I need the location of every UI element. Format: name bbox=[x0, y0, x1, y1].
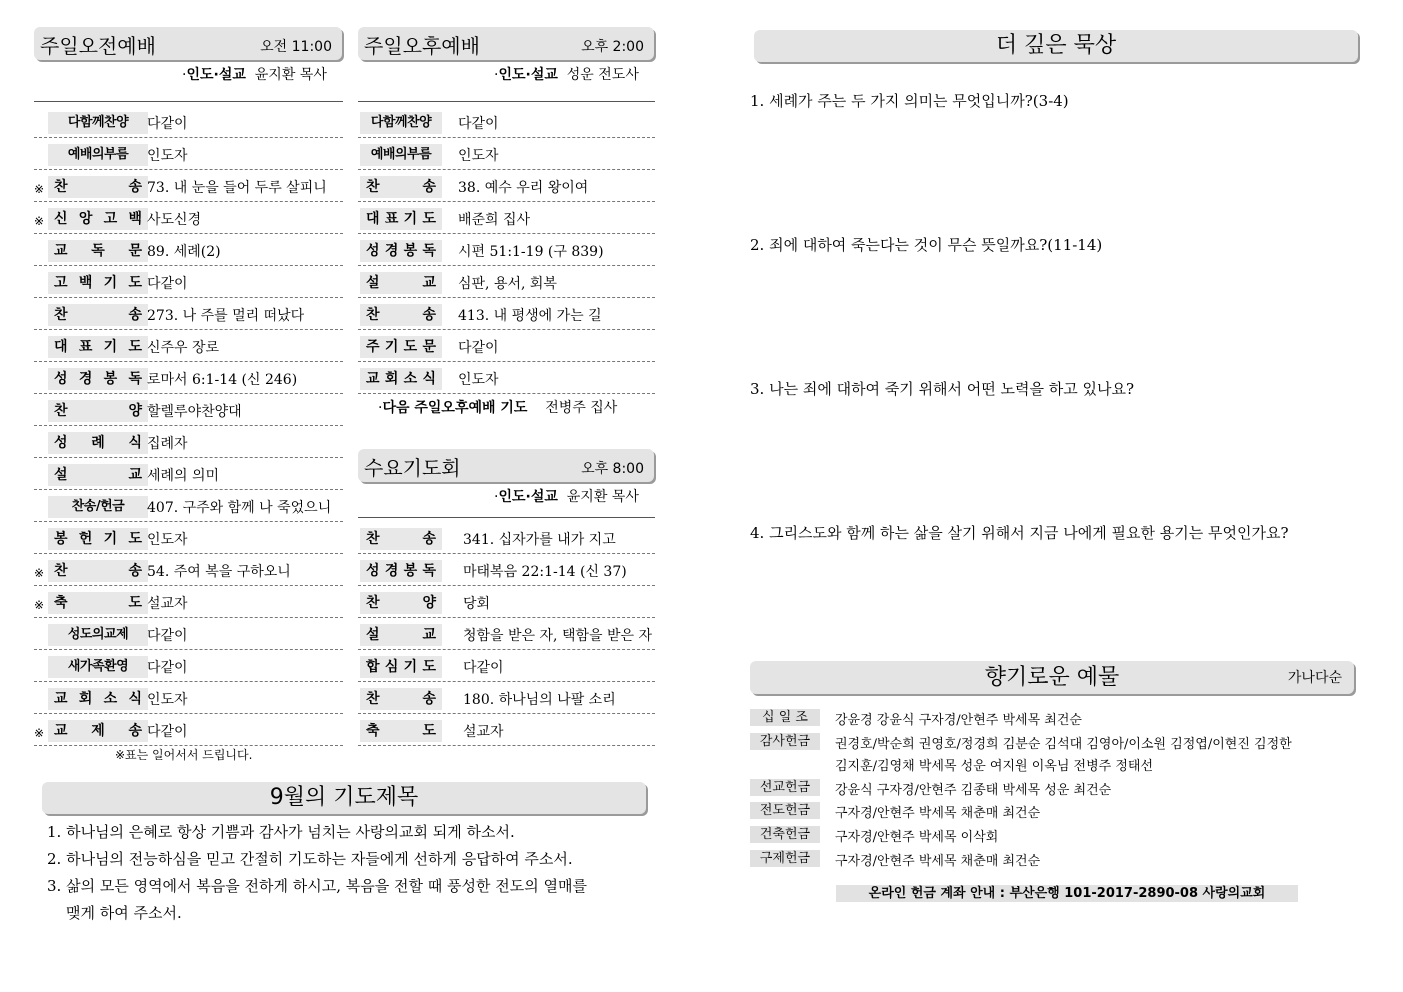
order-row bbox=[358, 233, 655, 266]
order-value: 배준희 집사 bbox=[458, 212, 531, 228]
wednesday-leader: ·인도·설교 윤지환 목사 bbox=[494, 489, 639, 505]
order-row bbox=[34, 457, 343, 490]
order-value: 407. 구주와 함께 나 죽었으니 bbox=[147, 500, 332, 516]
leader-label: 인도·설교 bbox=[186, 67, 246, 83]
offering-category: 구제헌금 bbox=[750, 850, 820, 867]
offering-names: 강윤식 구자경/안현주 김종태 박세목 성운 최건순 bbox=[835, 783, 1112, 798]
order-row bbox=[34, 297, 343, 330]
standing-mark: ※ bbox=[34, 214, 45, 228]
order-label: 예배의부름 bbox=[360, 144, 442, 166]
order-label: 교 회 소 식 bbox=[48, 688, 148, 710]
wednesday-divider bbox=[358, 517, 655, 518]
order-row bbox=[34, 681, 343, 714]
prayer-item: 3. 삶의 모든 영역에서 복음을 전하게 하시고, 복음을 전할 때 풍성한 전도의 열매를 bbox=[47, 877, 587, 895]
order-label: 교 회 소 식 bbox=[360, 368, 442, 390]
order-label: 축 도 bbox=[48, 592, 148, 614]
order-row bbox=[34, 521, 343, 554]
order-label: 대 표 기 도 bbox=[360, 208, 442, 230]
order-row bbox=[34, 169, 343, 202]
offering-category: 건축헌금 bbox=[750, 826, 820, 843]
order-value: 38. 예수 우리 왕이여 bbox=[458, 180, 589, 196]
next-prayer-note: ·다음 주일오후예배 기도 전병주 집사 bbox=[378, 400, 618, 416]
order-label: 합 심 기 도 bbox=[360, 656, 442, 678]
order-row bbox=[34, 489, 343, 522]
order-label: 찬 송 bbox=[360, 176, 442, 198]
wednesday-service-time: 오후 8:00 bbox=[581, 461, 644, 477]
order-row bbox=[34, 649, 343, 682]
order-label: 봉 헌 기 도 bbox=[48, 528, 148, 550]
order-row bbox=[358, 521, 655, 554]
leader-label: 인도·설교 bbox=[498, 489, 558, 505]
order-value: 54. 주여 복을 구하오니 bbox=[147, 564, 291, 580]
prayer-item-continued: 맺게 하여 주소서. bbox=[66, 904, 182, 922]
order-row bbox=[358, 297, 655, 330]
order-row bbox=[358, 681, 655, 714]
order-value: 집례자 bbox=[147, 436, 188, 452]
offering-names: 구자경/안현주 박세목 채춘매 최건순 bbox=[835, 806, 1041, 821]
offering-header bbox=[750, 661, 1354, 694]
order-value: 다같이 bbox=[147, 660, 188, 676]
order-label: 성 경 봉 독 bbox=[360, 240, 442, 262]
offering-names: 구자경/안현주 박세목 채춘매 최건순 bbox=[835, 854, 1041, 869]
meditation-header bbox=[754, 30, 1358, 62]
meditation-question: 1. 세례가 주는 두 가지 의미는 무엇입니까?(3-4) bbox=[750, 92, 1069, 110]
leader-name: 성운 전도사 bbox=[566, 67, 639, 83]
order-value: 당회 bbox=[463, 596, 491, 612]
prayer-topics-title: 9월의 기도제목 bbox=[269, 785, 419, 810]
order-row bbox=[358, 265, 655, 298]
morning-service-header bbox=[34, 27, 342, 60]
order-row bbox=[34, 553, 343, 586]
order-value: 인도자 bbox=[147, 532, 188, 548]
offering-order-note: 가나다순 bbox=[1287, 670, 1342, 686]
meditation-question: 4. 그리스도와 함께 하는 삶을 살기 위해서 지금 나에게 필요한 용기는 무엇인가요? bbox=[750, 524, 1289, 542]
order-value: 89. 세례(2) bbox=[147, 244, 221, 260]
order-value: 다같이 bbox=[463, 660, 504, 676]
order-label: 찬 송 bbox=[360, 528, 442, 550]
order-label: 성도의교제 bbox=[48, 624, 148, 646]
afternoon-leader: ·인도·설교 성운 전도사 bbox=[494, 67, 639, 83]
order-value: 다같이 bbox=[458, 116, 499, 132]
standing-note: ※표는 일어서서 드립니다. bbox=[115, 748, 253, 762]
leader-name: 윤지환 목사 bbox=[254, 67, 327, 83]
order-label: 찬 송 bbox=[48, 304, 148, 326]
offering-names: 권경호/박순희 권영호/정경희 김분순 김석대 김영아/이소원 김정엽/이현진 김정한 bbox=[835, 737, 1292, 752]
order-value: 로마서 6:1-14 (신 246) bbox=[147, 372, 298, 388]
order-value: 신주우 장로 bbox=[147, 340, 220, 356]
standing-mark: ※ bbox=[34, 598, 45, 612]
order-row bbox=[358, 201, 655, 234]
order-value: 시편 51:1-19 (구 839) bbox=[458, 244, 604, 260]
wednesday-service-header bbox=[358, 449, 654, 482]
order-label: 찬 송 bbox=[360, 688, 442, 710]
offering-category: 감사헌금 bbox=[750, 733, 820, 750]
offering-category: 전도헌금 bbox=[750, 802, 820, 819]
meditation-question: 3. 나는 죄에 대하여 죽기 위해서 어떤 노력을 하고 있나요? bbox=[750, 380, 1135, 398]
order-label: 새가족환영 bbox=[48, 656, 148, 678]
afternoon-service-header bbox=[358, 27, 654, 60]
standing-mark: ※ bbox=[34, 182, 45, 196]
order-value: 청함을 받은 자, 택함을 받은 자 bbox=[463, 628, 652, 644]
order-label: 다함께찬양 bbox=[360, 112, 442, 134]
order-row bbox=[34, 201, 343, 234]
order-row bbox=[34, 617, 343, 650]
morning-leader: ·인도·설교 윤지환 목사 bbox=[182, 67, 327, 83]
order-value: 심판, 용서, 회복 bbox=[458, 276, 557, 292]
order-row bbox=[34, 265, 343, 298]
order-value: 다같이 bbox=[147, 276, 188, 292]
online-offering-account: 온라인 헌금 계좌 안내 : 부산은행 101-2017-2890-08 사랑의교회 bbox=[836, 885, 1298, 902]
order-label: 주 기 도 문 bbox=[360, 336, 442, 358]
prayer-item: 1. 하나님의 은혜로 항상 기쁨과 감사가 넘치는 사랑의교회 되게 하소서. bbox=[47, 823, 515, 841]
order-label: 찬 양 bbox=[360, 592, 442, 614]
order-row bbox=[34, 233, 343, 266]
order-label: 찬 양 bbox=[48, 400, 148, 422]
order-row bbox=[34, 585, 343, 618]
offering-title: 향기로운 예물 bbox=[984, 665, 1120, 690]
order-label: 찬 송 bbox=[48, 176, 148, 198]
order-value: 설교자 bbox=[463, 724, 504, 740]
order-value: 설교자 bbox=[147, 596, 188, 612]
offering-names: 구자경/안현주 박세목 이삭회 bbox=[835, 830, 999, 845]
order-label: 찬송/헌금 bbox=[48, 496, 148, 518]
afternoon-service-title: 주일오후예배 bbox=[364, 34, 480, 58]
order-row bbox=[34, 425, 343, 458]
order-row bbox=[358, 585, 655, 618]
offering-category: 십 일 조 bbox=[750, 709, 820, 726]
order-value: 인도자 bbox=[147, 692, 188, 708]
order-value: 273. 나 주를 멀리 떠났다 bbox=[147, 308, 305, 324]
next-prayer-name: 전병주 집사 bbox=[545, 400, 618, 416]
order-label: 성 례 식 bbox=[48, 432, 148, 454]
order-value: 사도신경 bbox=[147, 212, 202, 228]
prayer-item: 2. 하나님의 전능하심을 믿고 간절히 기도하는 자들에게 선하게 응답하여 주소서. bbox=[47, 850, 573, 868]
offering-names: 강윤경 강윤식 구자경/안현주 박세목 최건순 bbox=[835, 713, 1082, 728]
afternoon-service-time: 오후 2:00 bbox=[581, 39, 644, 55]
order-row bbox=[358, 105, 655, 138]
order-row bbox=[358, 169, 655, 202]
order-label: 신 앙 고 백 bbox=[48, 208, 148, 230]
offering-category: 선교헌금 bbox=[750, 779, 820, 796]
order-row bbox=[34, 393, 343, 426]
standing-mark: ※ bbox=[34, 566, 45, 580]
order-label: 고 백 기 도 bbox=[48, 272, 148, 294]
order-row bbox=[34, 361, 343, 394]
order-value: 인도자 bbox=[458, 148, 499, 164]
order-row bbox=[34, 105, 343, 138]
order-label: 축 도 bbox=[360, 720, 442, 742]
order-row bbox=[358, 137, 655, 170]
order-value: 다같이 bbox=[147, 628, 188, 644]
order-row bbox=[358, 649, 655, 682]
morning-service-title: 주일오전예배 bbox=[40, 34, 156, 58]
order-label: 예배의부름 bbox=[48, 144, 148, 166]
order-row bbox=[358, 713, 655, 746]
order-value: 다같이 bbox=[147, 116, 188, 132]
order-value: 할렐루야찬양대 bbox=[147, 404, 242, 420]
offering-names: 김지훈/김영채 박세목 성운 여지원 이옥님 전병주 정태선 bbox=[835, 759, 1154, 774]
standing-mark: ※ bbox=[34, 726, 45, 740]
order-label: 대 표 기 도 bbox=[48, 336, 148, 358]
order-label: 찬 송 bbox=[360, 304, 442, 326]
wednesday-service-title: 수요기도회 bbox=[364, 456, 461, 480]
order-value: 341. 십자가를 내가 지고 bbox=[463, 532, 616, 548]
order-value: 다같이 bbox=[147, 724, 188, 740]
order-value: 세례의 의미 bbox=[147, 468, 220, 484]
order-value: 마태복음 22:1-14 (신 37) bbox=[463, 564, 627, 580]
order-row bbox=[34, 329, 343, 362]
order-label: 교 제 송 bbox=[48, 720, 148, 742]
morning-divider bbox=[34, 101, 343, 102]
next-prayer-label: 다음 주일오후예배 기도 bbox=[382, 400, 528, 416]
order-label: 찬 송 bbox=[48, 560, 148, 582]
order-value: 다같이 bbox=[458, 340, 499, 356]
order-value: 인도자 bbox=[147, 148, 188, 164]
order-row bbox=[358, 617, 655, 650]
afternoon-divider bbox=[358, 101, 655, 102]
order-value: 인도자 bbox=[458, 372, 499, 388]
meditation-title: 더 깊은 묵상 bbox=[995, 33, 1117, 58]
leader-name: 윤지환 목사 bbox=[566, 489, 639, 505]
order-label: 교 독 문 bbox=[48, 240, 148, 262]
order-value: 180. 하나님의 나팔 소리 bbox=[463, 692, 616, 708]
order-row bbox=[358, 553, 655, 586]
order-label: 설 교 bbox=[360, 272, 442, 294]
order-row bbox=[358, 361, 655, 394]
leader-label: 인도·설교 bbox=[498, 67, 558, 83]
morning-service-time: 오전 11:00 bbox=[260, 39, 332, 55]
order-label: 다함께찬양 bbox=[48, 112, 148, 134]
order-label: 설 교 bbox=[48, 464, 148, 486]
order-value: 413. 내 평생에 가는 길 bbox=[458, 308, 602, 324]
order-label: 설 교 bbox=[360, 624, 442, 646]
meditation-question: 2. 죄에 대하여 죽는다는 것이 무슨 뜻일까요?(11-14) bbox=[750, 236, 1103, 254]
order-row bbox=[358, 329, 655, 362]
order-row bbox=[34, 137, 343, 170]
order-label: 성 경 봉 독 bbox=[48, 368, 148, 390]
prayer-topics-header bbox=[42, 782, 646, 814]
order-value: 73. 내 눈을 들어 두루 살피니 bbox=[147, 180, 327, 196]
order-row bbox=[34, 713, 343, 746]
order-label: 성 경 봉 독 bbox=[360, 560, 442, 582]
